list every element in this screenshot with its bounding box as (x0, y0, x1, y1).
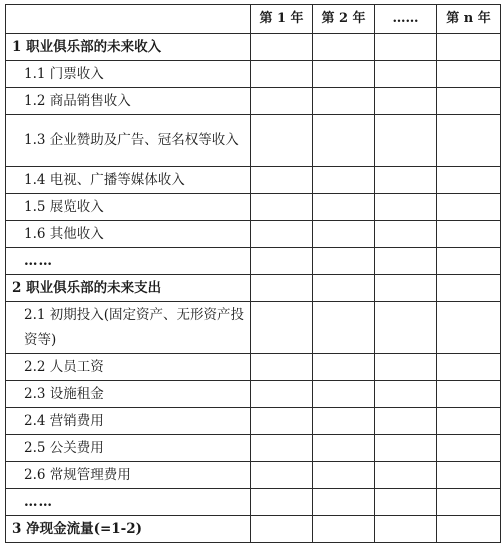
cell (375, 115, 437, 167)
table-row (6, 61, 501, 88)
cell (313, 302, 375, 354)
header-year-1: 第 1 年 (251, 5, 313, 34)
cell (437, 61, 501, 88)
item-label: 1.5 展览收入 (6, 194, 251, 221)
cell (251, 275, 313, 302)
cell (375, 381, 437, 408)
table-row (6, 302, 501, 354)
cell (375, 248, 437, 275)
cash-flow-table-container (5, 4, 500, 543)
ellipsis-label: …… (6, 248, 251, 275)
cell (251, 248, 313, 275)
cell (251, 34, 313, 61)
cell (251, 354, 313, 381)
cell (313, 381, 375, 408)
cell (251, 167, 313, 194)
table-row (6, 354, 501, 381)
cell (437, 275, 501, 302)
cell (437, 167, 501, 194)
cell (375, 88, 437, 115)
table-row (6, 34, 501, 61)
cell (375, 354, 437, 381)
cell (437, 354, 501, 381)
table-row (6, 221, 501, 248)
cell (437, 516, 501, 543)
cell (251, 88, 313, 115)
ellipsis-label: …… (6, 489, 251, 516)
cell (251, 302, 313, 354)
cell (251, 381, 313, 408)
cell (251, 408, 313, 435)
cell (251, 221, 313, 248)
cell (437, 115, 501, 167)
cell (375, 462, 437, 489)
cell (251, 61, 313, 88)
cell (313, 248, 375, 275)
cell (313, 115, 375, 167)
cell (313, 408, 375, 435)
cell (375, 167, 437, 194)
table-row (6, 435, 501, 462)
cell (437, 489, 501, 516)
section-label: 3 净现金流量(=1-2) (6, 516, 251, 543)
cell (313, 354, 375, 381)
item-label: 2.6 常规管理费用 (6, 462, 251, 489)
item-label: 1.3 企业赞助及广告、冠名权等收入 (6, 115, 251, 167)
item-label: 1.1 门票收入 (6, 61, 251, 88)
cell (437, 381, 501, 408)
table-row (6, 408, 501, 435)
table-row (6, 167, 501, 194)
cell (437, 435, 501, 462)
header-year-n: 第 n 年 (437, 5, 501, 34)
cell (251, 489, 313, 516)
header-item (6, 5, 251, 34)
table-row (6, 194, 501, 221)
cell (313, 275, 375, 302)
cell (375, 408, 437, 435)
cell (251, 462, 313, 489)
item-label: 2.2 人员工资 (6, 354, 251, 381)
item-label: 2.1 初期投入(固定资产、无形资产投资等) (6, 302, 251, 354)
cell (375, 221, 437, 248)
table-row (6, 381, 501, 408)
header-ellipsis: …… (375, 5, 437, 34)
cell (437, 34, 501, 61)
cell (375, 194, 437, 221)
item-label: 2.3 设施租金 (6, 381, 251, 408)
cell (375, 435, 437, 462)
table-row (6, 248, 501, 275)
cell (313, 88, 375, 115)
cell (375, 61, 437, 88)
header-row (6, 5, 501, 34)
cell (437, 408, 501, 435)
cash-flow-table (5, 4, 501, 543)
cell (437, 88, 501, 115)
cell (375, 302, 437, 354)
cell (313, 194, 375, 221)
cell (313, 489, 375, 516)
item-label: 1.4 电视、广播等媒体收入 (6, 167, 251, 194)
section-label: 1 职业俱乐部的未来收入 (6, 34, 251, 61)
cell (313, 61, 375, 88)
cell (437, 194, 501, 221)
table-row (6, 115, 501, 167)
item-label: 1.2 商品销售收入 (6, 88, 251, 115)
cell (313, 34, 375, 61)
item-label: 2.5 公关费用 (6, 435, 251, 462)
item-label: 2.4 营销费用 (6, 408, 251, 435)
cell (251, 435, 313, 462)
item-label: 1.6 其他收入 (6, 221, 251, 248)
table-row (6, 88, 501, 115)
table-row (6, 489, 501, 516)
cell (375, 489, 437, 516)
table-row (6, 516, 501, 543)
cell (437, 462, 501, 489)
cell (313, 462, 375, 489)
cell (313, 516, 375, 543)
header-year-2: 第 2 年 (313, 5, 375, 34)
table-row (6, 462, 501, 489)
table-row (6, 275, 501, 302)
cell (437, 302, 501, 354)
cell (375, 34, 437, 61)
cell (437, 221, 501, 248)
cell (251, 115, 313, 167)
cell (437, 248, 501, 275)
cell (375, 275, 437, 302)
cell (251, 194, 313, 221)
section-label: 2 职业俱乐部的未来支出 (6, 275, 251, 302)
cell (313, 221, 375, 248)
cell (313, 435, 375, 462)
cell (375, 516, 437, 543)
cell (251, 516, 313, 543)
cell (313, 167, 375, 194)
